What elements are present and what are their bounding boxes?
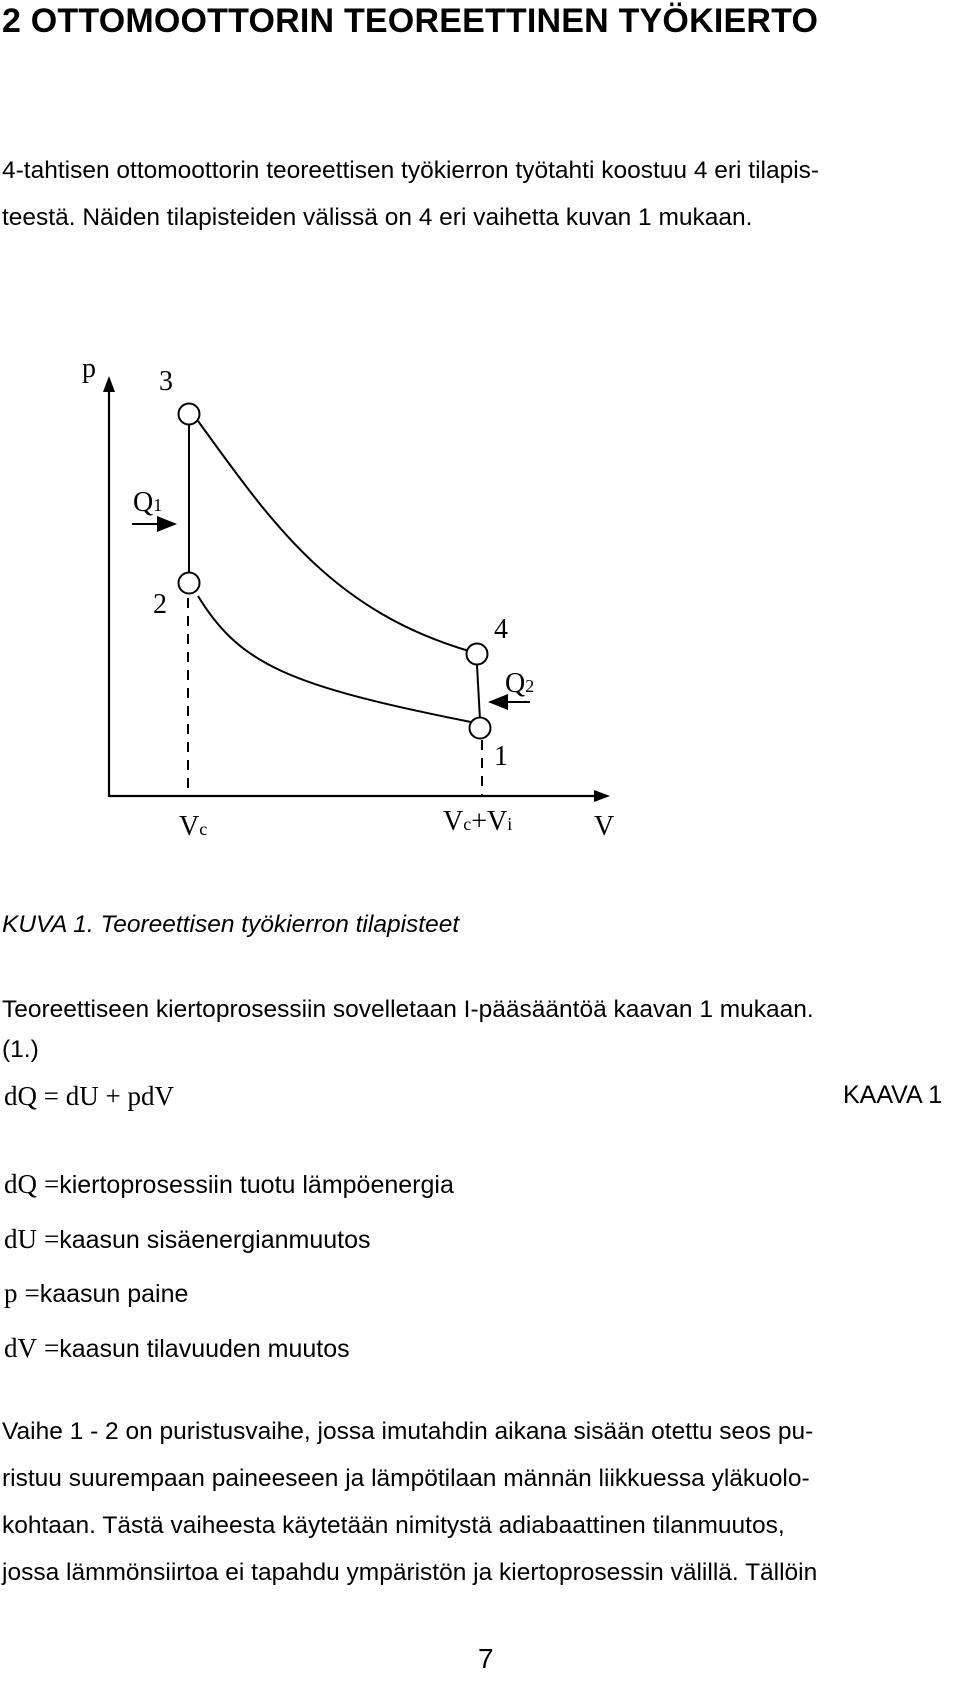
definition-p: p =kaasun paine	[4, 1278, 189, 1308]
definition-du: dU =kaasun sisäenergianmuutos	[4, 1224, 371, 1254]
page-number: 7	[478, 1643, 494, 1674]
state-point-4	[467, 644, 488, 665]
expansion-curve	[198, 421, 469, 651]
body-line-2: ristuu suurempaan paineeseen ja lämpötilaan männän liikkuessa yläkuolo-	[2, 1465, 810, 1492]
vcvi-label: Vc+Vi	[443, 806, 513, 837]
vc-label: Vc	[179, 811, 208, 840]
body-line-1: Vaihe 1 - 2 on puristusvaihe, jossa imutahdin aikana sisään otettu seos pu-	[2, 1418, 814, 1445]
q1-label: Q1	[133, 487, 163, 518]
intro-line-2: teestä. Näiden tilapisteiden välissä on 4 eri vaihetta kuvan 1 mukaan.	[2, 204, 753, 231]
law-line-2: (1.)	[2, 1036, 39, 1063]
compression-curve	[198, 596, 471, 722]
label-point-1: 1	[494, 741, 508, 772]
state-point-2	[179, 573, 200, 594]
state-point-3	[179, 404, 200, 425]
figure-caption: KUVA 1. Teoreettisen työkierron tilapisteet	[2, 911, 460, 938]
p-axis	[103, 376, 115, 797]
label-point-2: 2	[153, 589, 167, 620]
p-axis-label: p	[82, 353, 96, 384]
isochoric-cool-line	[477, 665, 480, 720]
formula-label: KAAVA 1	[843, 1081, 943, 1109]
q2-label: Q2	[505, 668, 535, 699]
label-point-4: 4	[494, 614, 508, 645]
body-line-3: kohtaan. Tästä vaiheesta käytetään nimitystä adiabaattinen tilanmuutos,	[2, 1512, 785, 1539]
definition-dv: dV =kaasun tilavuuden muutos	[4, 1333, 350, 1363]
label-point-3: 3	[159, 366, 173, 397]
definition-dq: dQ =kiertoprosessiin tuotu lämpöenergia	[4, 1169, 454, 1199]
intro-line-1: 4-tahtisen ottomoottorin teoreettisen työkierron työtahti koostuu 4 eri tilapis-	[2, 157, 820, 184]
law-line-1: Teoreettiseen kiertoprosessiin sovelletaan I-pääsääntöä kaavan 1 mukaan.	[2, 996, 814, 1023]
pv-diagram	[0, 340, 620, 840]
v-axis-label: V	[594, 811, 615, 840]
v-axis	[109, 790, 610, 802]
page-title: 2 OTTOMOOTTORIN TEOREETTINEN TYÖKIERTO	[2, 2, 819, 40]
formula-1: dQ = dU + pdV	[4, 1081, 174, 1111]
body-line-4: jossa lämmönsiirtoa ei tapahdu ympäristön ja kiertoprosessin välillä. Tällöin	[2, 1559, 818, 1586]
state-point-1	[470, 718, 491, 739]
